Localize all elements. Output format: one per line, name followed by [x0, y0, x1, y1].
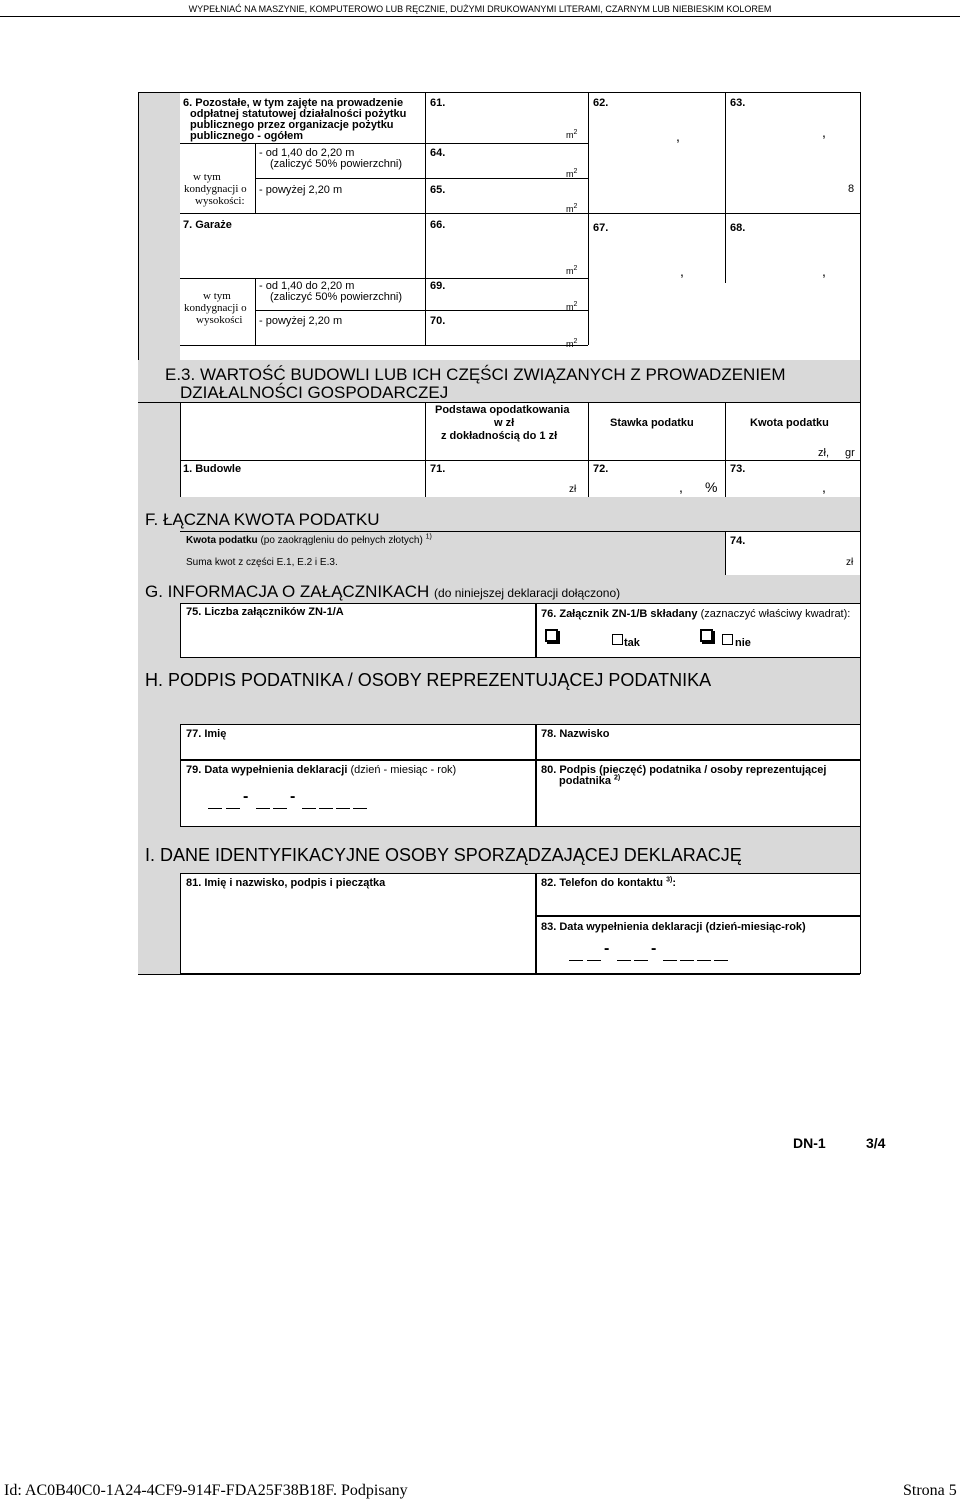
- field-72[interactable]: 72.: [593, 463, 609, 475]
- wtym1-line2: kondygnacji o: [184, 183, 247, 195]
- e3-col3-head: Kwota podatku: [750, 417, 829, 429]
- date79-blank: [273, 808, 287, 809]
- field-75[interactable]: 75. Liczba załączników ZN-1/A: [186, 606, 344, 618]
- e3-comma-72: ,: [679, 479, 683, 495]
- table-top-border: [138, 92, 860, 93]
- label-nie: nie: [735, 637, 751, 649]
- row7-top: [180, 213, 860, 214]
- header-instruction: WYPEŁNIAĆ NA MASZYNIE, KOMPUTEROWO LUB RĘCZNIE, DUŻYMI DRUKOWANYMI LITERAMI, CZARNYM LUB NIEBIESKIM KOLOREM: [188, 4, 772, 14]
- date79-sep2: -: [290, 788, 296, 805]
- col-divider-2: [588, 92, 589, 220]
- wtym2-line2: kondygnacji o: [184, 302, 247, 314]
- field-69[interactable]: 69.: [430, 280, 446, 292]
- checkbox-tak-icon[interactable]: [545, 629, 558, 642]
- field-73[interactable]: 73.: [730, 463, 746, 475]
- col-divider-3: [725, 92, 726, 220]
- date83-blank: [697, 960, 711, 961]
- row6-label-3: publicznego przez organizacje pożytku: [190, 119, 394, 131]
- field-68[interactable]: 68.: [730, 222, 746, 234]
- row7-label: 7. Garaże: [183, 219, 232, 231]
- od140-2: - od 1,40 do 2,20 m: [259, 280, 355, 292]
- h-title: H. PODPIS PODATNIKA / OSOBY REPREZENTUJĄCEJ PODATNIKA: [145, 670, 712, 690]
- date83-blank: [617, 960, 631, 961]
- e3-title-line2: DZIAŁALNOŚCI GOSPODARCZEJ: [180, 383, 449, 402]
- row6-label-2: odpłatnej statutowej działalności pożytku: [190, 108, 407, 120]
- g-title: G. INFORMACJA O ZAŁĄCZNIKACH (do niniejszej deklaracji dołączono): [145, 582, 621, 601]
- e3-col1-head-2: w zł: [494, 417, 515, 429]
- field-63[interactable]: 63.: [730, 97, 746, 109]
- field-77-box[interactable]: [180, 724, 536, 760]
- signature-id: Id: AC0B40C0-1A24-4CF9-914F-FDA25F38B18F. Podpisany: [4, 1482, 408, 1499]
- page-strona: Strona 5: [903, 1482, 957, 1499]
- f-sum: Suma kwot z części E.1, E.2 i E.3.: [186, 557, 338, 568]
- e3-left-inner: [180, 402, 181, 497]
- unit-m2-65: $m^2$: [566, 203, 578, 214]
- e3-col3: [725, 402, 726, 497]
- wtym1-line1: w tym: [193, 171, 221, 183]
- e3-col1: [425, 402, 426, 497]
- field-74[interactable]: 74.: [730, 535, 746, 547]
- date83-blank: [680, 960, 694, 961]
- row6-label-4: publicznego - ogółem: [190, 130, 304, 142]
- date79-blank: [319, 808, 333, 809]
- side-number-8: 8: [848, 183, 855, 195]
- date83-blank: [634, 960, 648, 961]
- field-65[interactable]: 65.: [430, 184, 446, 196]
- powyzej-1: - powyżej 2,20 m: [259, 184, 343, 196]
- date83-sep2: -: [651, 940, 657, 957]
- col-divider-2b: [588, 213, 589, 345]
- e3-col1-head-1: Podstawa opodatkowania: [435, 404, 570, 416]
- field-81[interactable]: 81. Imię i nazwisko, podpis i pieczątka: [186, 877, 386, 889]
- date83-blank: [663, 960, 677, 961]
- e3-zl-head: zł,: [818, 447, 829, 459]
- date83-blank: [587, 960, 601, 961]
- row64-bottom: [255, 178, 588, 179]
- col-divider-1: [425, 92, 426, 220]
- date79-blank: [256, 808, 270, 809]
- field-71[interactable]: 71.: [430, 463, 446, 475]
- date83-blank: [569, 960, 583, 961]
- col-divider-3b: [725, 213, 726, 283]
- e3-left-band: [138, 402, 180, 497]
- i-title: I. DANE IDENTYFIKACYJNE OSOBY SPORZĄDZAJĄCEJ DEKLARACJĘ: [145, 845, 742, 865]
- od140-2b: (zaliczyć 50% powierzchni): [270, 291, 403, 303]
- date79-blank: [336, 808, 350, 809]
- field-67[interactable]: 67.: [593, 222, 609, 234]
- field-61[interactable]: 61.: [430, 97, 446, 109]
- e3-zl-unit: zł: [569, 484, 577, 495]
- e3-percent: %: [705, 479, 718, 495]
- unit-m2-61: $m^2$: [566, 129, 578, 140]
- comma-68: ,: [822, 263, 826, 279]
- e3-comma-73: ,: [822, 479, 826, 495]
- form-code: DN-1: [793, 1135, 826, 1151]
- row6-bottom: [180, 143, 588, 144]
- date79-blank: [353, 808, 367, 809]
- f-label: Kwota podatku (po zaokrągleniu do pełnych złotych) $^{1)}$: [186, 533, 432, 546]
- date83-sep1: -: [604, 940, 610, 957]
- powyzej-2: - powyżej 2,20 m: [259, 315, 343, 327]
- wtym2-line1: w tym: [203, 290, 231, 302]
- unit-m2-70: $m^2$: [566, 338, 578, 349]
- date79-blank: [208, 808, 222, 809]
- unit-m2-69: $m^2$: [566, 301, 578, 312]
- outer-right-border: [860, 92, 861, 974]
- od140-1: - od 1,40 do 2,20 m: [259, 147, 355, 159]
- page-number: 3/4: [866, 1135, 886, 1151]
- date83-blank: [714, 960, 728, 961]
- field-79[interactable]: 79. Data wypełnienia deklaracji (dzień - miesiąc - rok): [186, 764, 457, 776]
- field-80-line1[interactable]: 80. Podpis (pieczęć) podatnika / osoby reprezentującej: [541, 764, 827, 776]
- date79-blank: [226, 808, 240, 809]
- f-zl: zł: [846, 557, 854, 568]
- field-76: 76. Załącznik ZN-1/B składany (zaznaczyć właściwy kwadrat):: [541, 608, 851, 620]
- field-82[interactable]: 82. Telefon do kontaktu $^{3)}$:: [541, 876, 676, 889]
- row6-label-1: 6. Pozostałe, w tym zajęte na prowadzenie: [183, 97, 404, 109]
- e3-table-top: [138, 402, 860, 403]
- left-margin-band: [138, 92, 180, 360]
- row7-bottom: [180, 278, 588, 279]
- e3-row-top: [180, 460, 860, 461]
- field-80-line2[interactable]: podatnika $^{2)}$: [559, 774, 621, 787]
- e3-col1-head-3: z dokładnością do 1 zł: [441, 430, 558, 442]
- e3-row-label: 1. Budowle: [183, 463, 242, 475]
- field-83[interactable]: 83. Data wypełnienia deklaracji (dzień-miesiąc-rok): [541, 921, 806, 933]
- date79-blank: [302, 808, 316, 809]
- e3-gr-head: gr: [845, 447, 855, 459]
- date79-sep1: -: [243, 788, 249, 805]
- comma-67: ,: [680, 263, 684, 279]
- e3-col2: [588, 402, 589, 497]
- checkbox-nie-square-icon[interactable]: [722, 634, 733, 645]
- comma-63: ,: [822, 124, 826, 140]
- header-rule: [0, 16, 960, 17]
- field-70[interactable]: 70.: [430, 315, 446, 327]
- e3-title-line1: E.3. WARTOŚĆ BUDOWLI LUB ICH CZĘŚCI ZWIĄZANYCH Z PROWADZENIEM: [165, 365, 786, 384]
- form-bottom-border: [138, 974, 860, 975]
- wtym2-line3: wysokości: [196, 314, 243, 326]
- od140-1b: (zaliczyć 50% powierzchni): [270, 158, 403, 170]
- col-divider-1b: [425, 213, 426, 345]
- label-tak: tak: [624, 637, 640, 649]
- unit-m2-64: $m^2$: [566, 168, 578, 179]
- wtym1-line3: wysokości:: [195, 195, 245, 207]
- checkbox-tak-square-icon[interactable]: [612, 634, 623, 645]
- comma-62: ,: [676, 128, 680, 144]
- row70-bottom: [180, 345, 588, 346]
- field-66[interactable]: 66.: [430, 219, 446, 231]
- checkbox-nie-icon[interactable]: [700, 629, 713, 642]
- field-64[interactable]: 64.: [430, 147, 446, 159]
- row69-bottom: [255, 310, 588, 311]
- f-title: F. ŁĄCZNA KWOTA PODATKU: [145, 510, 380, 529]
- field-62[interactable]: 62.: [593, 97, 609, 109]
- wtym2-divider: [255, 278, 256, 345]
- e3-col2-head: Stawka podatku: [610, 417, 694, 429]
- unit-m2-66: $m^2$: [566, 265, 578, 276]
- field-78[interactable]: 78. Nazwisko: [541, 728, 610, 740]
- field-77[interactable]: 77. Imię: [186, 728, 227, 740]
